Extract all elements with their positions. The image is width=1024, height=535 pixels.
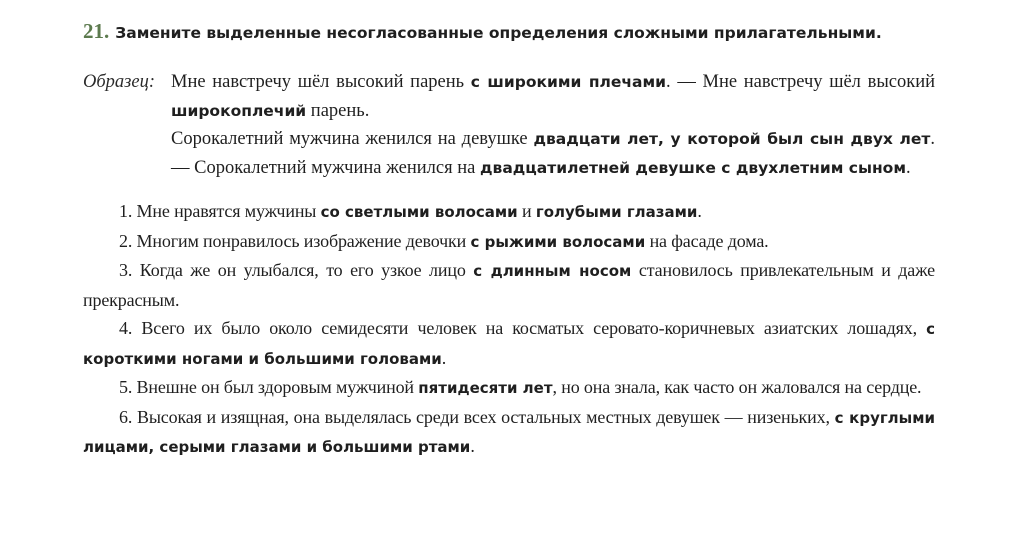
item-highlight: с короткими ногами и большими головами [83,320,935,368]
item-text: . [470,436,475,456]
sample-label: Образец: [83,72,156,92]
item-text: и [517,201,536,221]
item-text: . [441,347,447,368]
task-number: 21. [83,19,110,43]
task-heading [83,18,935,46]
item-highlight: с длинным носом [473,262,632,280]
sample-1-text-c: . — Мне навстречу шёл высокий [666,72,936,92]
item-highlight: пятидесяти лет [418,379,553,397]
sample-example-1 [171,68,935,125]
sample-1-highlight-answer: широкоплечий [171,101,307,120]
sample-1-text-e: парень. [306,100,370,121]
sample-example-2 [171,125,935,182]
item-text: , но она знала, как часто он жаловался на сердце. [552,377,922,397]
item-text: становилось привлекательным и даже прекрасным. [83,260,935,310]
exercise-item-6 [83,403,935,462]
sample-2-text-c: . — Сорокалетний мужчина женился на [171,129,936,178]
sample-2-text-a: Сорокалетний мужчина женился на девушке [171,129,534,149]
sample-1-highlight-source: с широкими плечами [470,73,667,91]
exercise-item-2 [83,227,935,257]
item-text: 3. Когда же он улыбался, то его узкое лицо [119,260,474,280]
exercise-page [83,18,935,462]
item-text: на фасаде дома. [645,230,769,251]
sample-block [83,68,935,182]
sample-2-text-e: . [906,157,911,178]
exercise-items [83,197,935,462]
exercise-item-1 [83,197,935,227]
item-highlight: со светлыми волосами [320,203,518,221]
exercise-item-3 [83,256,935,314]
item-text: 6. Высокая и изящная, она выделялась среди всех остальных местных девушек — низеньких, [119,406,835,427]
item-text: 4. Всего их было около семидесяти человек на косматых серовато-коричневых азиатских лошадях, [119,318,927,338]
sample-1-text-a: Мне навстречу шёл высокий парень [171,72,471,92]
sample-2-highlight-source: двадцати лет, у которой был сын двух лет [533,130,931,148]
item-text: . [697,201,702,221]
item-highlight: с рыжими волосами [470,232,646,251]
exercise-item-5 [83,373,935,403]
item-text: 5. Внешне он был здоровым мужчиной [119,377,419,397]
sample-2-highlight-answer: двадцатилетней девушке с двухлетним сыном [480,158,906,177]
item-text: 1. Мне нравятся мужчины [119,201,321,221]
exercise-item-4 [83,314,935,373]
task-title: Замените выделенные несогласованные определения сложными прилагательными. [115,24,882,42]
item-text: 2. Многим понравилось изображение девочки [119,230,471,251]
item-highlight: голубыми глазами [535,203,698,221]
item-highlight: с круглыми лицами, серыми глазами и большими ртами [83,408,936,456]
